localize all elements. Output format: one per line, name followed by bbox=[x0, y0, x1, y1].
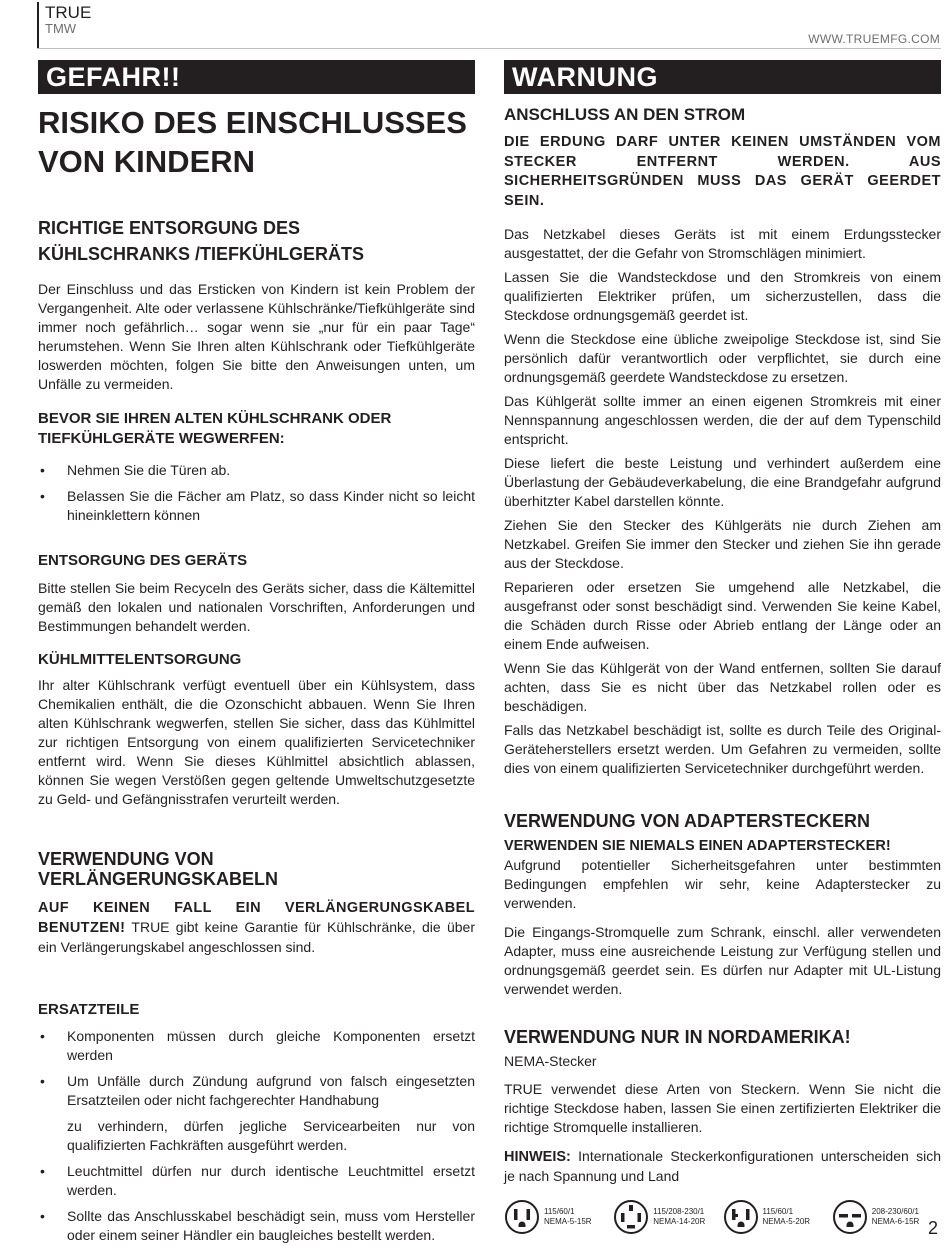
page-title-line1: RISIKO DES EINSCHLUSSES bbox=[38, 105, 467, 140]
header-divider bbox=[37, 48, 941, 49]
north-america-heading: VERWENDUNG NUR IN NORDAMERIKA! bbox=[504, 1027, 851, 1047]
plug-type: NEMA-14-20R bbox=[653, 1217, 706, 1226]
note-text bbox=[504, 1147, 941, 1186]
before-heading-line2: TIEFKÜHLGERÄTE WEGWERFEN: bbox=[38, 430, 285, 447]
plug-diagrams bbox=[504, 1199, 941, 1235]
plug-label bbox=[544, 1207, 592, 1227]
refrigerant-text: Ihr alter Kühlschrank verfügt eventuell über ein Kühlsystem, dass Chemikalien enthält, die die Ozonschicht abbauen. Wenn Sie Ihren alten Kühlschrank wegwerfen, stellen Sie sicher, dass das Kühlmittel zur richtigen Entsorgung von einem qualifizierten Servicetechniker entfernt wird. Wenn Sie dieses Kühlmittel absichtlich ablassen, können Sie wegen Verstößen gegen geltende Umweltschutzgesetzte zu Geld- und Gefängnisstrafen verurteilt werden. bbox=[38, 676, 475, 807]
disposal-heading bbox=[38, 215, 475, 267]
parts-heading: ERSATZTEILE bbox=[38, 1000, 140, 1018]
plug-nema-14-20r bbox=[613, 1199, 722, 1235]
refrigerant-heading: KÜHLMITTELENTSORGUNG bbox=[38, 650, 242, 668]
plug-rating: 115/60/1 bbox=[544, 1207, 575, 1216]
page-title-line2: VON KINDERN bbox=[38, 144, 256, 179]
list-item-text: Sollte das Anschlusskabel beschädigt sein, muss vom Hersteller oder einem seiner Händler ein baugleiches bestellt werden. bbox=[67, 1207, 475, 1243]
power-paragraph: Das Kühlgerät sollte immer an einen eigenen Stromkreis mit einer Nennspannung angeschlossen werden, die der auf dem Typenschild entspricht. bbox=[504, 393, 941, 447]
list-item: • Komponenten müssen durch gleiche Komponenten ersetzt werden bbox=[40, 1027, 475, 1063]
list-item-text: Um Unfälle durch Zündung aufgrund von falsch eingesetzten Ersatzteilen oder nicht fachgerechter Handhabung bbox=[67, 1072, 475, 1108]
extension-heading-line1: VERWENDUNG VON bbox=[38, 848, 214, 869]
adapter-warning: VERWENDEN SIE NIEMALS EINEN ADAPTERSTECKER! bbox=[504, 838, 891, 854]
power-paragraph: Falls das Netzkabel beschädigt ist, sollte es durch Teile des Original-Geräteherstellers ersetzt werden. Um Gefahren zu vermeiden, sollte dies von einem qualifizierten Servicetechniker durchgeführt werden. bbox=[504, 722, 941, 776]
power-paragraphs bbox=[504, 225, 941, 778]
adapter-text-2: Die Eingangs-Stromquelle zum Schrank, einschl. aller verwendeten Adapter, muss eine ausreichende Leistung zur Verfügung stellen und ordnungsgemäß geerdet sein. Es dürfen nur Adapter mit UL-Listung verwendet werden. bbox=[504, 924, 941, 997]
plug-label bbox=[872, 1207, 920, 1227]
plug-rating: 115/208-230/1 bbox=[653, 1207, 705, 1216]
power-paragraph: Wenn die Steckdose eine übliche zweipolige Steckdose ist, sind Sie persönlich dafür verantwortlich oder verpflichtet, sie durch eine ordnungsgemäß geerdete Wandsteckdose zu ersetzen. bbox=[504, 331, 941, 385]
outlet-14-20r-icon bbox=[613, 1199, 649, 1235]
extension-body: TRUE gibt keine Garantie für Kühlschränke, die über ein Verlängerungskabel angeschlossen sind. bbox=[38, 918, 475, 955]
nema-subheading: NEMA-Stecker bbox=[504, 1053, 597, 1069]
danger-banner: GEFAHR!! bbox=[38, 60, 475, 94]
note-body: Internationale Steckerkonfigurationen unterscheiden sich je nach Spannung und Land bbox=[504, 1148, 941, 1184]
parts-list bbox=[38, 1027, 475, 1246]
disposal-text: Der Einschluss und das Ersticken von Kindern ist kein Problem der Vergangenheit. Alte oder verlassene Kühlschränke/Tiefkühlgeräte sind immer noch gefährlich… sogar wenn sie „nur für ein paar Tage“ herumstehen. Wenn Sie Ihren alten Kühlschrank oder Tiefkühlgeräte loswerden möchten, folgen Sie bitte den Anweisungen unten, um Unfälle zu vermeiden. bbox=[38, 281, 475, 392]
plug-nema-5-20r bbox=[723, 1199, 832, 1235]
plug-label bbox=[653, 1207, 705, 1227]
grounding-warning: DIE ERDUNG DARF UNTER KEINEN UMSTÄNDEN VOM STECKER ENTFERNT WERDEN. AUS SICHERHEITSGRÜNDEN MUSS DAS GERÄT GEERDET SEIN. bbox=[504, 134, 941, 209]
power-paragraph: Das Netzkabel dieses Geräts ist mit einem Erdungsstecker ausgestattet, der die Gefahr von Stromschlägen minimiert. bbox=[504, 226, 941, 261]
outlet-5-20r-icon bbox=[723, 1199, 759, 1235]
list-item-text: zu verhindern, dürfen jegliche Servicearbeiten nur von qualifizierten Fachkräften ausgeführt werden. bbox=[67, 1117, 475, 1153]
list-item: • Belassen Sie die Fächer am Platz, so dass Kinder nicht so leicht hineinklettern können bbox=[40, 487, 475, 523]
note-label: HINWEIS: bbox=[504, 1149, 571, 1165]
list-item: • Leuchtmittel dürfen nur durch identische Leuchtmittel ersetzt werden. bbox=[40, 1162, 475, 1198]
power-paragraph: Wenn Sie das Kühlgerät von der Wand entfernen, sollten Sie darauf achten, dass Sie es nicht über das Netzkabel rollen oder es beschädigen. bbox=[504, 660, 941, 714]
list-item-text: Belassen Sie die Fächer am Platz, so dass Kinder nicht so leicht hineinklettern können bbox=[67, 487, 475, 523]
plug-type: NEMA-6-15R bbox=[871, 1217, 920, 1226]
plug-type: NEMA-5-15R bbox=[544, 1217, 592, 1226]
plug-nema-5-15r bbox=[504, 1199, 613, 1235]
power-paragraph: Ziehen Sie den Stecker des Kühlgeräts nie durch Ziehen am Netzkabel. Greifen Sie immer den Stecker und ziehen Sie ihn gerade aus der Steckdose. bbox=[504, 517, 941, 571]
plug-label bbox=[763, 1207, 811, 1227]
list-item-text: Komponenten müssen durch gleiche Komponenten ersetzt werden bbox=[67, 1027, 475, 1063]
list-item: • Nehmen Sie die Türen ab. bbox=[40, 462, 231, 478]
plug-nema-6-15r bbox=[832, 1199, 941, 1235]
extension-warning: AUF KEINEN FALL EIN VERLÄNGERUNGSKABEL BENUTZEN! bbox=[38, 899, 475, 936]
extension-heading bbox=[38, 849, 475, 889]
plug-rating: 208-230/60/1 bbox=[871, 1207, 919, 1216]
power-paragraph: Diese liefert die beste Leistung und verhindert außerdem eine Überlastung der Gebäudeverkabelung, die eine Brandgefahr aufgrund überhitzter Kabel darstellen könnte. bbox=[504, 455, 941, 509]
before-heading bbox=[38, 409, 475, 449]
power-paragraph: Lassen Sie die Wandsteckdose und den Stromkreis von einem qualifizierten Elektriker prüfen, um sicherzustellen, dass die Steckdose ordnungsgemäß geerdet ist. bbox=[504, 269, 941, 323]
left-column bbox=[38, 60, 475, 1246]
plug-type: NEMA-5-20R bbox=[762, 1217, 811, 1226]
before-list bbox=[38, 461, 475, 526]
disposal-heading-line2: KÜHLSCHRANKS /TIEFKÜHLGERÄTS bbox=[38, 244, 364, 264]
plug-rating: 115/60/1 bbox=[762, 1207, 794, 1216]
header-rule bbox=[37, 2, 39, 48]
adapter-text: Aufgrund potentieller Sicherheitsgefahren unter bestimmten Bedingungen empfehlen wir sehr, keine Adapterstecker zu verwenden. bbox=[504, 857, 941, 911]
extension-text bbox=[38, 898, 475, 957]
disposal-heading-line1: RICHTIGE ENTSORGUNG DES bbox=[38, 218, 301, 238]
brand-sub: TMW bbox=[45, 21, 77, 36]
brand-logo: TRUE bbox=[45, 3, 92, 22]
warning-banner: WARNUNG bbox=[504, 60, 941, 94]
list-item-text: Leuchtmittel dürfen nur durch identische Leuchtmittel ersetzt werden. bbox=[67, 1162, 475, 1198]
list-item: • Um Unfälle durch Zündung aufgrund von falsch eingesetzten Ersatzteilen oder nicht fachgerechter Handhabung bbox=[40, 1072, 475, 1108]
device-text: Bitte stellen Sie beim Recyceln des Geräts sicher, dass die Kältemittel gemäß den lokalen und nationalen Vorschriften, Anforderungen und Bestimmungen behandelt werden. bbox=[38, 579, 475, 634]
adapter-heading: VERWENDUNG VON ADAPTERSTECKERN bbox=[504, 811, 871, 831]
page-title bbox=[38, 103, 475, 181]
outlet-5-15r-icon bbox=[504, 1199, 540, 1235]
right-column bbox=[504, 60, 941, 1235]
device-heading: ENTSORGUNG DES GERÄTS bbox=[38, 551, 248, 569]
list-item bbox=[38, 1117, 475, 1156]
extension-heading-line2: VERLÄNGERUNGSKABELN bbox=[38, 868, 279, 889]
page-number: 2 bbox=[927, 1218, 938, 1238]
list-item-text: Nehmen Sie die Türen ab. bbox=[67, 462, 231, 478]
power-paragraph: Reparieren oder ersetzen Sie umgehend alle Netzkabel, die ausgefranst oder sonst beschädigt sind. Verwenden Sie keine Kabel, die Schäden durch Risse oder Abrieb entlang der Länge oder an einem Ende aufweisen. bbox=[504, 579, 941, 652]
north-america-text: TRUE verwendet diese Arten von Steckern. Wenn Sie nicht die richtige Steckdose haben, lassen Sie einen zertifizierten Elektriker die richtige Stromquelle installieren. bbox=[504, 1081, 941, 1135]
power-heading: ANSCHLUSS AN DEN STROM bbox=[504, 105, 746, 124]
list-item: • Sollte das Anschlusskabel beschädigt sein, muss vom Hersteller oder einem seiner Händler ein baugleiches bestellt werden. bbox=[40, 1207, 475, 1243]
website-url: WWW.TRUEMFG.COM bbox=[808, 32, 940, 46]
before-heading-line1: BEVOR SIE IHREN ALTEN KÜHLSCHRANK ODER bbox=[38, 410, 392, 427]
outlet-6-15r-icon bbox=[832, 1199, 868, 1235]
